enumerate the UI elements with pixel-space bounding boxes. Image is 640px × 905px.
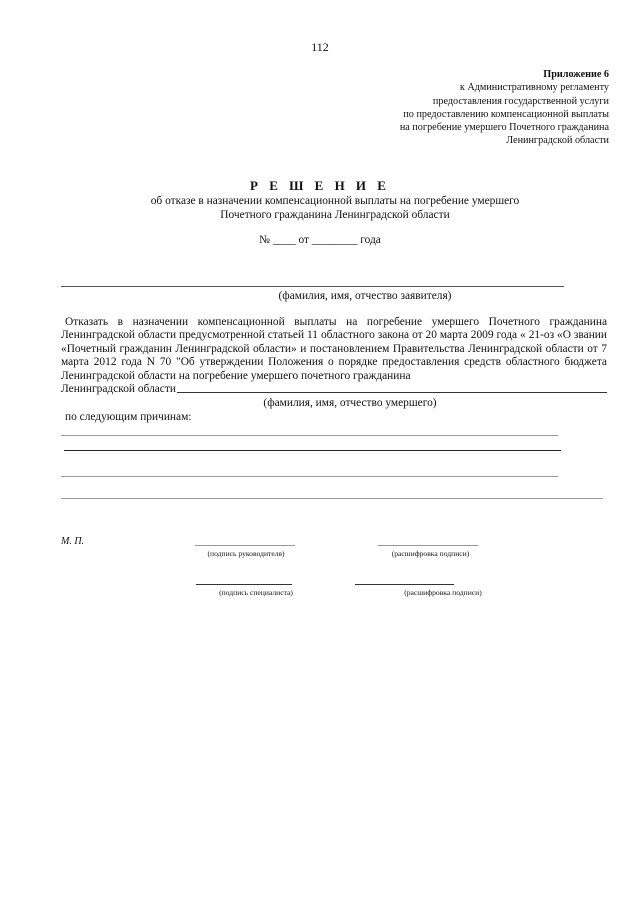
head-signature-line: [195, 545, 295, 546]
reason-line: [61, 435, 558, 436]
applicant-caption: (фамилия, имя, отчество заявителя): [278, 290, 452, 302]
appendix-line: по предоставлению компенсационной выплаты: [403, 108, 609, 120]
reasons-label: по следующим причинам:: [65, 411, 192, 423]
stamp-placeholder: М. П.: [61, 536, 85, 547]
deceased-name-line: [177, 392, 607, 393]
document-number-line: № ____ от ________ года: [259, 234, 381, 246]
specialist-decoding-line: [355, 584, 454, 585]
deceased-name-row: [61, 383, 607, 396]
specialist-signature-line: [196, 584, 292, 585]
page-number: 112: [311, 40, 329, 54]
appendix-line: к Административному регламенту: [459, 82, 609, 94]
document-subtitle: [0, 194, 640, 222]
applicant-name-line: [61, 286, 564, 287]
subtitle-line: Почетного гражданина Ленинградской области: [220, 209, 450, 221]
reason-line: [64, 450, 561, 451]
specialist-decoding-caption: (расшифровка подписи): [404, 588, 482, 597]
last-line-prefix: Ленинградской области: [61, 383, 176, 396]
head-decoding-line: [378, 545, 478, 546]
head-signature-caption: (подпись руководителя): [207, 549, 285, 558]
specialist-signature-caption: (подпись специалиста): [219, 588, 293, 597]
reason-line: [61, 498, 603, 499]
deceased-caption: (фамилия, имя, отчество умершего): [263, 397, 437, 409]
appendix-header: [400, 68, 609, 148]
document-title: Р Е Ш Е Н И Е: [250, 178, 390, 193]
appendix-line: на погребение умершего Почетного гражданина: [399, 122, 609, 134]
subtitle-line: об отказе в назначении компенсационной выплаты на погребение умершего: [150, 195, 520, 207]
appendix-line: Ленинградской области: [506, 135, 609, 147]
head-decoding-caption: (расшифровка подписи): [391, 549, 470, 558]
appendix-line: предоставления государственной услуги: [432, 95, 609, 107]
appendix-title: Приложение 6: [543, 69, 609, 80]
decision-body: [61, 316, 607, 396]
decision-paragraph: Отказать в назначении компенсационной выплаты на погребение умершего Почетного гражданина Ленинградской области предусмотренной статьей 11 областного закона от 20 марта 2009 года « 21-оз «О звании «Почетный гражданин Ленинградской области» и постановлением Правительства Ленинградской области от 7 марта 2012 года N 70 "Об утверждении Положения о порядке предоставления средств областного бюджета Ленинградской области на погребение умершего почетного гражданина: [61, 316, 607, 382]
reason-line: [61, 476, 558, 477]
